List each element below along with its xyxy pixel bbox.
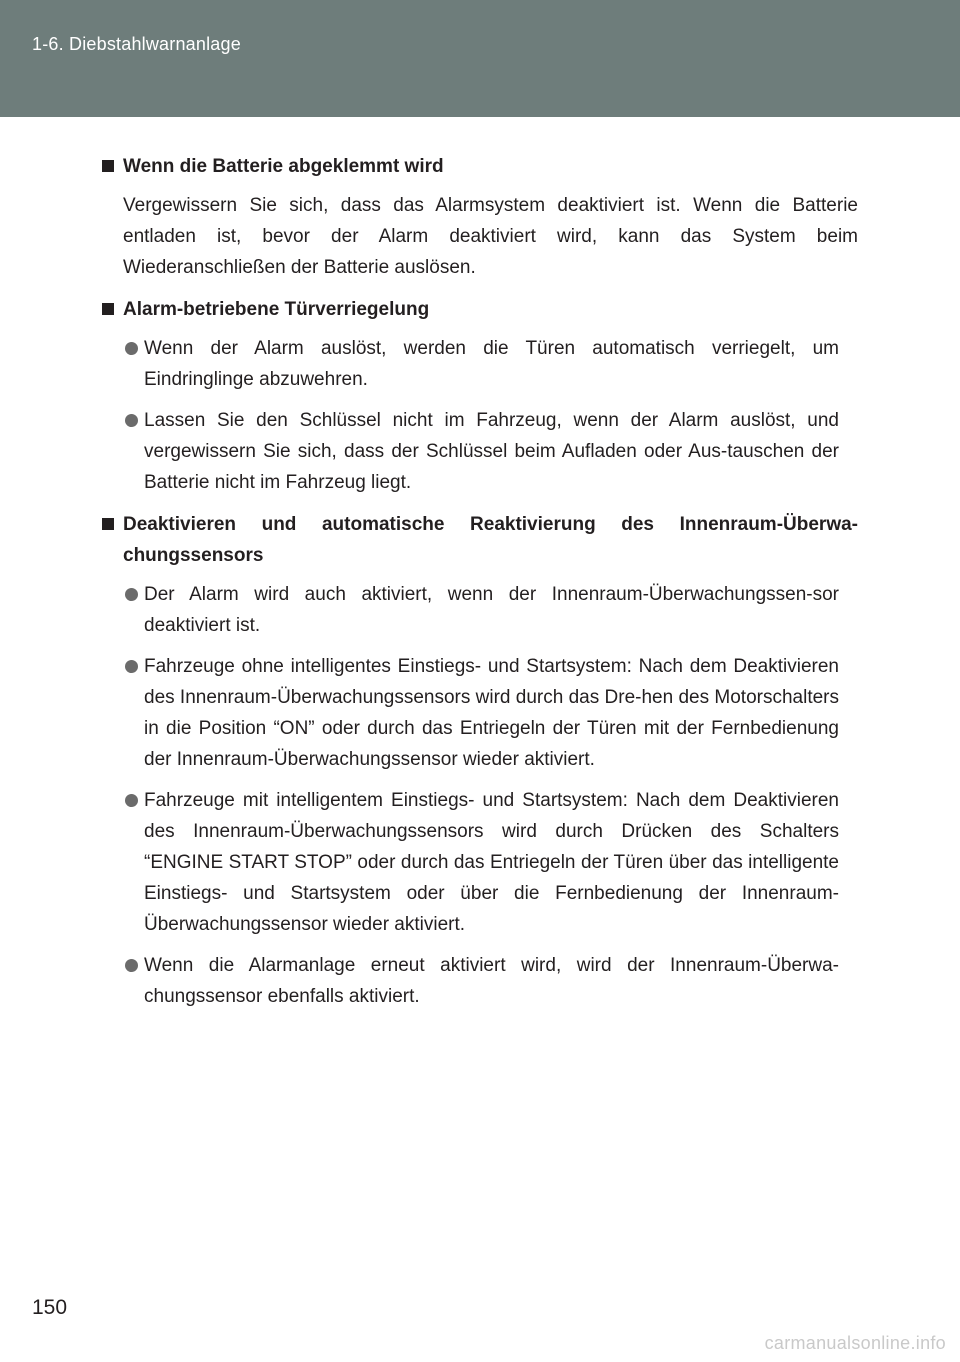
- list-item: [102, 950, 839, 1012]
- section-alarm-door-lock: [102, 294, 858, 498]
- list-item-text: Der Alarm wird auch aktiviert, wenn der Innenraum-Überwachungssen-sor deaktiviert ist.: [144, 584, 839, 636]
- section-intrusion-sensor: [102, 509, 858, 1012]
- section-battery-disconnect: [102, 151, 858, 283]
- circle-bullet-icon: [125, 588, 138, 601]
- section-heading: [102, 509, 858, 571]
- watermark: carmanualsonline.info: [764, 1333, 946, 1353]
- bullet-list: [102, 579, 858, 1012]
- page-number: 150: [32, 1296, 68, 1319]
- page-header-band: [0, 0, 960, 117]
- list-item-text: Wenn der Alarm auslöst, werden die Türen automatisch verriegelt, um Eindringlinge abzuwehren.: [144, 338, 839, 390]
- bullet-list: [102, 333, 858, 498]
- list-item-text: Fahrzeuge mit intelligentem Einstiegs- und Startsystem: Nach dem Deaktivieren des Innenraum-Überwachungssensors wird durch Drücken des Schalters “ENGINE START STOP” oder durch das Entriegeln der Türen über das intelligente Einstiegs- und Startsystem oder über die Fernbedienung der Innenraum-Überwachungssensor wieder aktiviert.: [144, 790, 839, 935]
- circle-bullet-icon: [125, 794, 138, 807]
- list-item: [102, 579, 839, 641]
- list-item: [102, 651, 839, 775]
- circle-bullet-icon: [125, 414, 138, 427]
- section-heading: [102, 294, 858, 325]
- list-item: [102, 333, 839, 395]
- list-item: [102, 785, 839, 940]
- circle-bullet-icon: [125, 660, 138, 673]
- section-title: 1-6. Diebstahlwarnanlage: [32, 34, 241, 54]
- section-heading-text: Deaktivieren und automatische Reaktivierung des Innenraum-Überwa-chungssensors: [123, 514, 858, 566]
- list-item: [102, 405, 839, 498]
- list-item-text: Wenn die Alarmanlage erneut aktiviert wird, wird der Innenraum-Überwa-chungssensor ebenfalls aktiviert.: [144, 955, 839, 1007]
- square-bullet-icon: [102, 518, 114, 530]
- circle-bullet-icon: [125, 959, 138, 972]
- page-content: [102, 151, 858, 1023]
- list-item-text: Fahrzeuge ohne intelligentes Einstiegs- und Startsystem: Nach dem Deaktivieren des Innenraum-Überwachungssensors wird durch das Dre-hen des Motorschalters in die Position “ON” oder durch das Entriegeln der Türen mit der Fernbedienung der Innenraum-Überwachungssensor wieder aktiviert.: [144, 656, 839, 770]
- circle-bullet-icon: [125, 342, 138, 355]
- square-bullet-icon: [102, 303, 114, 315]
- section-heading: [102, 151, 858, 182]
- section-heading-text: Alarm-betriebene Türverriegelung: [123, 299, 430, 320]
- square-bullet-icon: [102, 160, 114, 172]
- section-heading-text: Wenn die Batterie abgeklemmt wird: [123, 156, 444, 177]
- section-paragraph: Vergewissern Sie sich, dass das Alarmsystem deaktiviert ist. Wenn die Batterie entladen ist, bevor der Alarm deaktiviert wird, kann das System beim Wiederanschließen der Batterie auslösen.: [123, 195, 858, 278]
- list-item-text: Lassen Sie den Schlüssel nicht im Fahrzeug, wenn der Alarm auslöst, und vergewissern Sie sich, dass der Schlüssel beim Aufladen oder Aus-tauschen der Batterie nicht im Fahrzeug liegt.: [144, 410, 839, 493]
